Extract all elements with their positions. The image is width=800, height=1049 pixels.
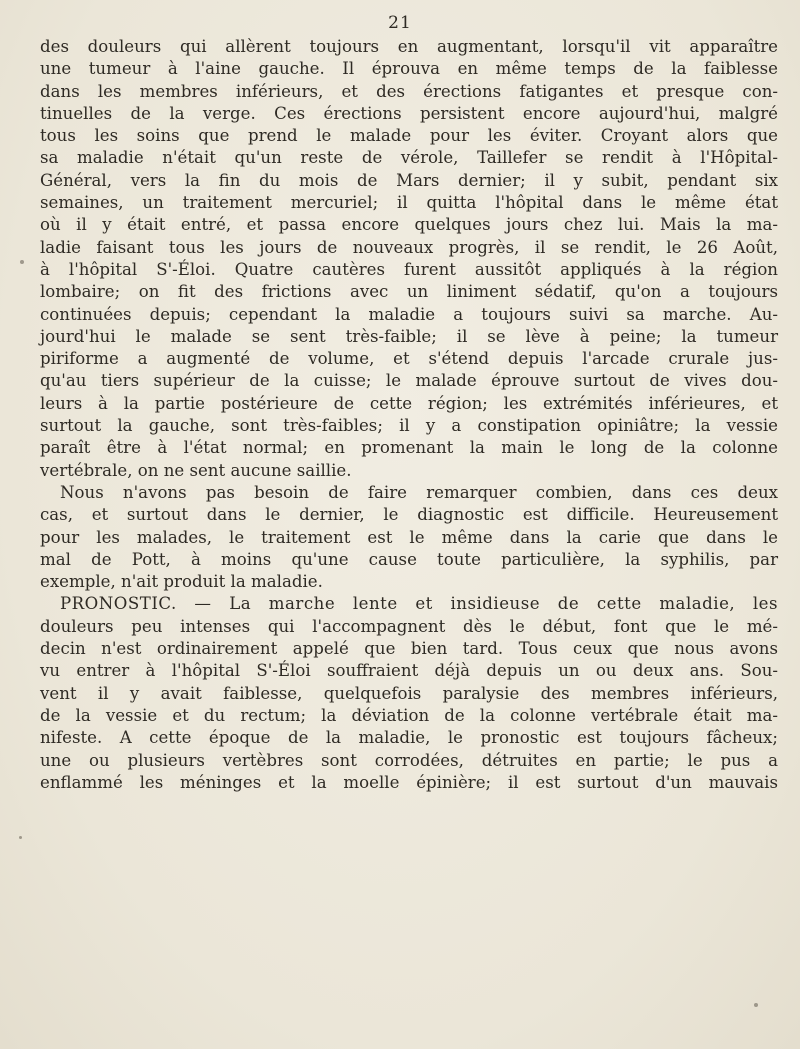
text-line: de la vessie et du rectum; la déviation de la colonne vertébrale était ma-	[40, 705, 778, 725]
text-line: qu'au tiers supérieur de la cuisse; le malade éprouve surtout de vives dou-	[40, 371, 778, 391]
text-line: des douleurs qui allèrent toujours en augmentant, lorsqu'il vit apparaître	[40, 37, 778, 56]
text-line: enflammé les méninges et la moelle épinière; il est surtout d'un mauvais	[40, 772, 778, 792]
text-line: une tumeur à l'aine gauche. Il éprouva en même temps de la faiblesse	[40, 59, 778, 79]
text-line: PRONOSTIC. — La marche lente et insidieuse de cette maladie, les	[60, 594, 778, 614]
text-line: decin n'est ordinairement appelé que bien tard. Tous ceux que nous avons	[40, 639, 778, 659]
text-line: jourd'hui le malade se sent très-faible; il se lève à peine; la tumeur	[40, 326, 778, 346]
paragraph-prognosis	[40, 593, 778, 794]
text-line: leurs à la partie postérieure de cette région; les extrémités inférieures, et	[40, 393, 778, 413]
text-line: à l'hôpital S'-Éloi. Quatre cautères furent aussitôt appliqués à la région	[40, 259, 778, 279]
text-line: sa maladie n'était qu'un reste de vérole, Taillefer se rendit à l'Hôpital-	[40, 148, 778, 168]
text-line: vertébrale, on ne sent aucune saillie.	[40, 460, 352, 480]
text-line: nifeste. A cette époque de la maladie, le pronostic est toujours fâcheux;	[40, 728, 778, 748]
text-line: lombaire; on fit des frictions avec un liniment sédatif, qu'on a toujours	[40, 282, 778, 302]
text-line: où il y était entré, et passa encore quelques jours chez lui. Mais la ma-	[40, 215, 778, 235]
text-line: semaines, un traitement mercuriel; il quitta l'hôpital dans le même état	[40, 193, 778, 213]
text-line: tous les soins que prend le malade pour les éviter. Croyant alors que	[40, 126, 778, 146]
text-line: paraît être à l'état normal; en promenant la main le long de la colonne	[40, 438, 778, 458]
text-line: Nous n'avons pas besoin de faire remarquer combien, dans ces deux	[60, 482, 778, 502]
text-line: piriforme a augmenté de volume, et s'étend depuis l'arcade crurale jus-	[40, 349, 778, 369]
paragraph-diagnosis	[40, 482, 778, 593]
text-line: cas, et surtout dans le dernier, le diagnostic est difficile. Heureusement	[40, 505, 778, 525]
body-text	[40, 36, 778, 794]
text-line: exemple, n'ait produit la maladie.	[40, 572, 323, 592]
text-line: douleurs peu intenses qui l'accompagnent dès le début, font que le mé-	[40, 616, 778, 636]
text-line: pour les malades, le traitement est le même dans la carie que dans le	[40, 527, 778, 547]
text-line: continuées depuis; cependant la maladie a toujours suivi sa marche. Au-	[40, 304, 778, 324]
text-line: mal de Pott, à moins qu'une cause toute particulière, la syphilis, par	[40, 549, 778, 569]
text-line: une ou plusieurs vertèbres sont corrodées, détruites en partie; le pus a	[40, 750, 778, 770]
text-line: vent il y avait faiblesse, quelquefois paralysie des membres inférieurs,	[40, 683, 778, 703]
text-line: vu entrer à l'hôpital S'-Éloi souffraient déjà depuis un ou deux ans. Sou-	[40, 661, 778, 681]
text-line: tinuelles de la verge. Ces érections persistent encore aujourd'hui, malgré	[40, 103, 778, 123]
text-line: dans les membres inférieurs, et des érections fatigantes et presque con-	[40, 81, 778, 101]
paper-speck	[19, 836, 22, 839]
paper-speck	[754, 1003, 758, 1007]
text-line: surtout la gauche, sont très-faibles; il y a constipation opiniâtre; la vessie	[40, 416, 778, 436]
text-line: ladie faisant tous les jours de nouveaux progrès, il se rendit, le 26 Août,	[40, 237, 778, 257]
page-number: 21	[388, 13, 412, 33]
text-line: Général, vers la fin du mois de Mars dernier; il y subit, pendant six	[40, 170, 778, 190]
paragraph-case-description	[40, 36, 778, 482]
paper-speck	[20, 260, 24, 264]
